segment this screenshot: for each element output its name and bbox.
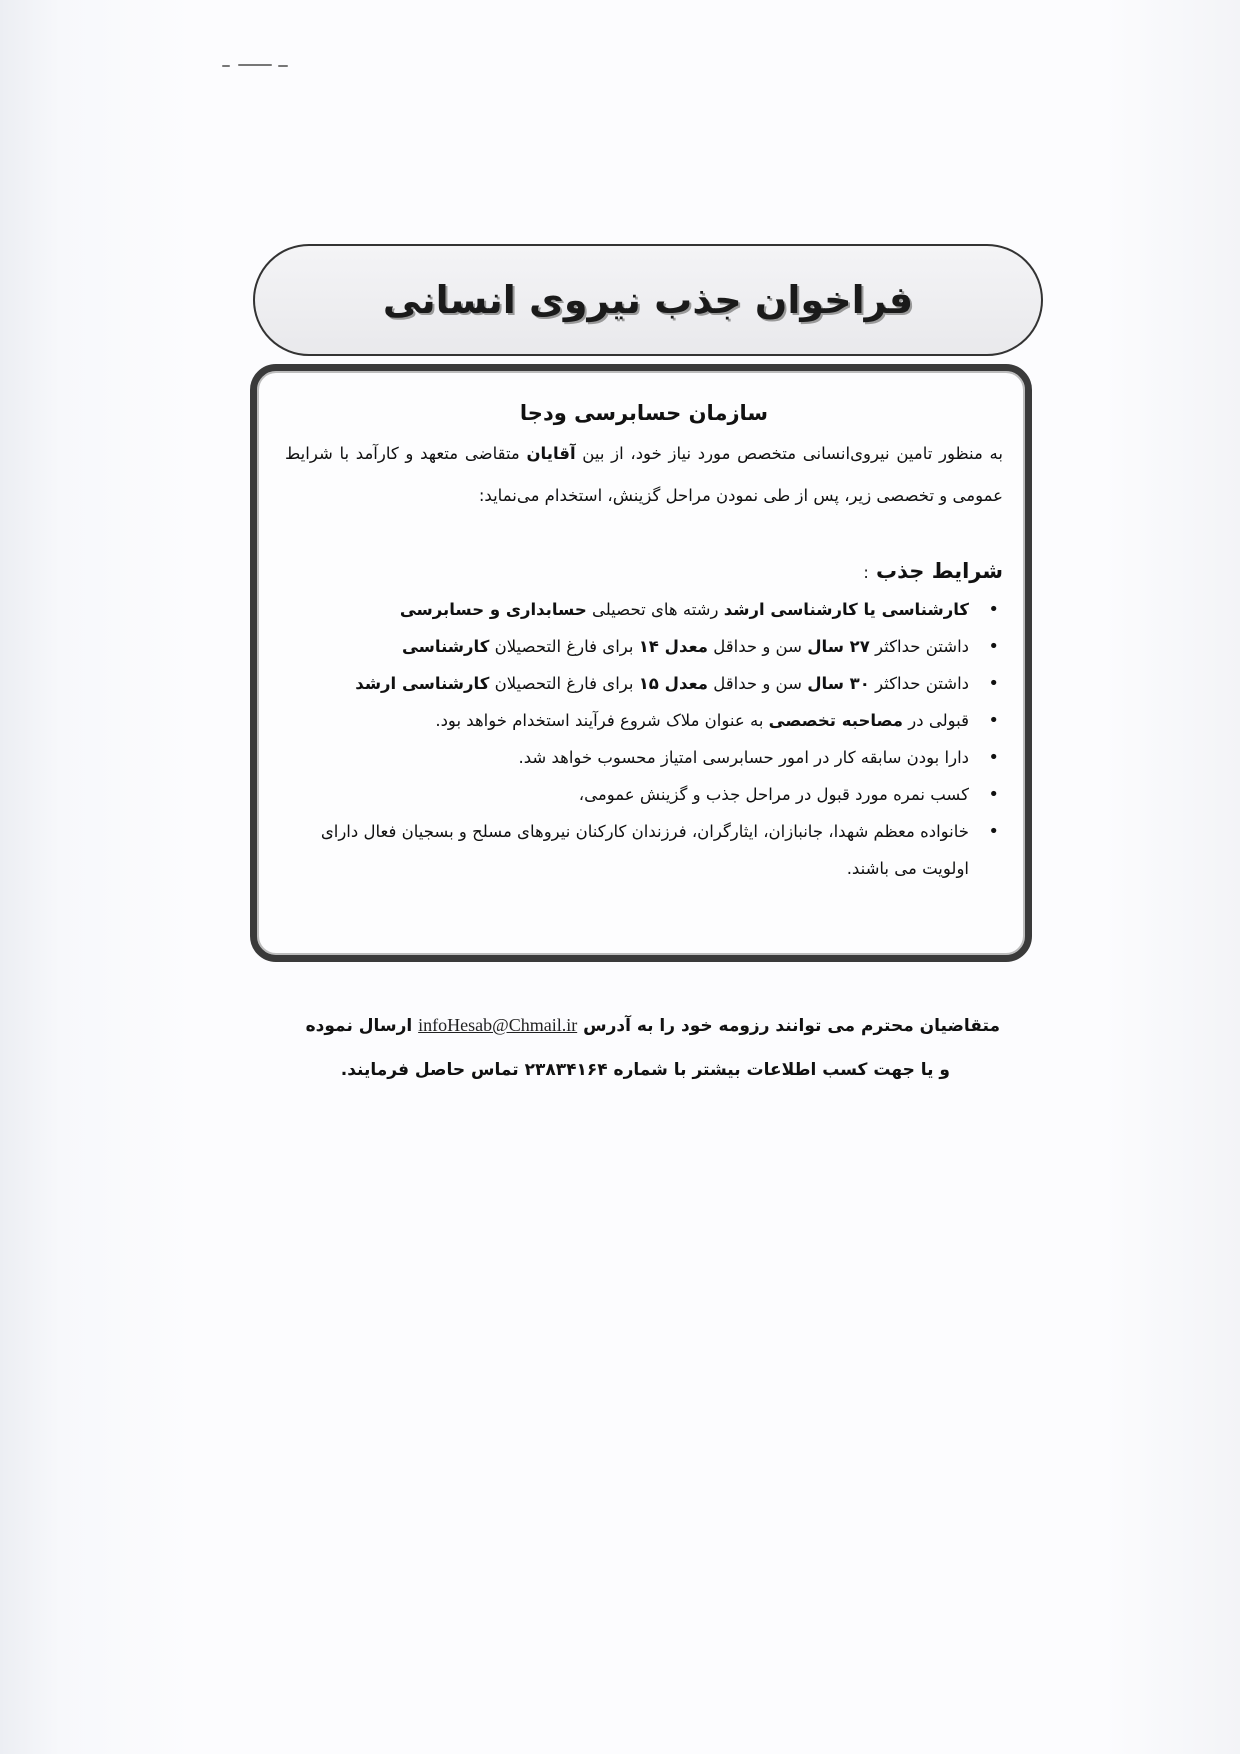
req-text: خانواده معظم شهدا، جانبازان، ایثارگران، فرزندان کارکنان نیروهای مسلح و بسجیان فعال دارای اولویت می باشند. <box>320 822 969 878</box>
requirement-item-age-master <box>285 665 1003 702</box>
bullet-icon: • <box>988 710 999 731</box>
bullet-icon: • <box>988 673 999 694</box>
req-text: دارا بودن سابقه کار در امور حسابرسی امتیاز محسوب خواهد شد. <box>518 748 969 767</box>
contact-footer <box>270 1003 1000 1092</box>
page-title: فراخوان جذب نیروی انسانی <box>382 278 914 322</box>
req-text: داشتن حداکثر <box>869 674 969 693</box>
intro-paragraph <box>285 433 1003 517</box>
bullet-icon: • <box>988 784 999 805</box>
requirements-title: شرایط جذب <box>876 559 1003 583</box>
bullet-icon: • <box>988 599 999 620</box>
req-text-bold: کارشناسی ارشد <box>355 674 490 693</box>
req-text: برای فارغ التحصیلان <box>489 674 639 693</box>
requirements-heading <box>285 559 1003 583</box>
footer-text: ارسال نموده <box>305 1016 419 1036</box>
req-text: برای فارغ التحصیلان <box>489 637 639 656</box>
req-text: رشته های تحصیلی <box>586 600 724 619</box>
organization-name: سازمان حسابرسی ودجا <box>519 401 769 425</box>
req-text-bold: کارشناسی یا کارشناسی ارشد <box>723 600 969 619</box>
req-text-bold: ۲۷ سال <box>807 637 870 656</box>
email-link[interactable]: infoHesab@Chmail.ir <box>418 1015 578 1035</box>
req-text-bold: ۳۰ سال <box>807 674 870 693</box>
req-text-bold: مصاحبه تخصصی <box>768 711 904 730</box>
requirement-item-score <box>285 776 1003 813</box>
requirement-item-priority <box>285 813 1003 887</box>
bullet-icon: • <box>988 747 999 768</box>
intro-bold-gender: آقایان <box>526 444 576 463</box>
requirement-item-degree <box>285 591 1003 628</box>
bullet-icon: • <box>988 821 999 842</box>
req-text-bold: حسابداری و حسابرسی <box>399 600 587 619</box>
req-text: قبولی در <box>903 711 969 730</box>
announcement-content <box>285 393 1003 933</box>
intro-text-part2: متقاضی متعهد و کارآمد با شرایط عمومی و تخصصی زیر، پس از طی نمودن مراحل گزینش، استخدام می‌نماید: <box>285 444 1003 505</box>
scan-artifact-mark <box>222 64 292 68</box>
req-text: به عنوان ملاک شروع فرآیند استخدام خواهد بود. <box>435 711 769 730</box>
req-text: سن و حداقل <box>708 637 808 656</box>
title-banner <box>253 244 1043 356</box>
footer-line-2: و یا جهت کسب اطلاعات بیشتر با شماره ۲۳۸۳۴۱۶۴ تماس حاصل فرمایند. <box>340 1060 950 1080</box>
requirement-item-experience <box>285 739 1003 776</box>
announcement-box <box>250 364 1032 962</box>
footer-line-1 <box>270 1003 1000 1048</box>
req-text-bold: معدل ۱۴ <box>638 637 709 656</box>
req-text-bold: معدل ۱۵ <box>638 674 709 693</box>
req-text: کسب نمره مورد قبول در مراحل جذب و گزینش عمومی، <box>578 785 969 804</box>
req-text: سن و حداقل <box>708 674 808 693</box>
requirement-item-age-bachelor <box>285 628 1003 665</box>
bullet-icon: • <box>988 636 999 657</box>
req-text: داشتن حداکثر <box>869 637 969 656</box>
requirements-list <box>285 591 1003 887</box>
intro-text-part1: به منظور تامین نیروی‌انسانی متخصص مورد نیاز خود، از بین <box>575 444 1003 463</box>
requirement-item-interview <box>285 702 1003 739</box>
footer-text: متقاضیان محترم می توانند رزومه خود را به آدرس <box>577 1016 1000 1036</box>
req-text-bold: کارشناسی <box>401 637 490 656</box>
requirements-colon: : <box>863 563 869 582</box>
